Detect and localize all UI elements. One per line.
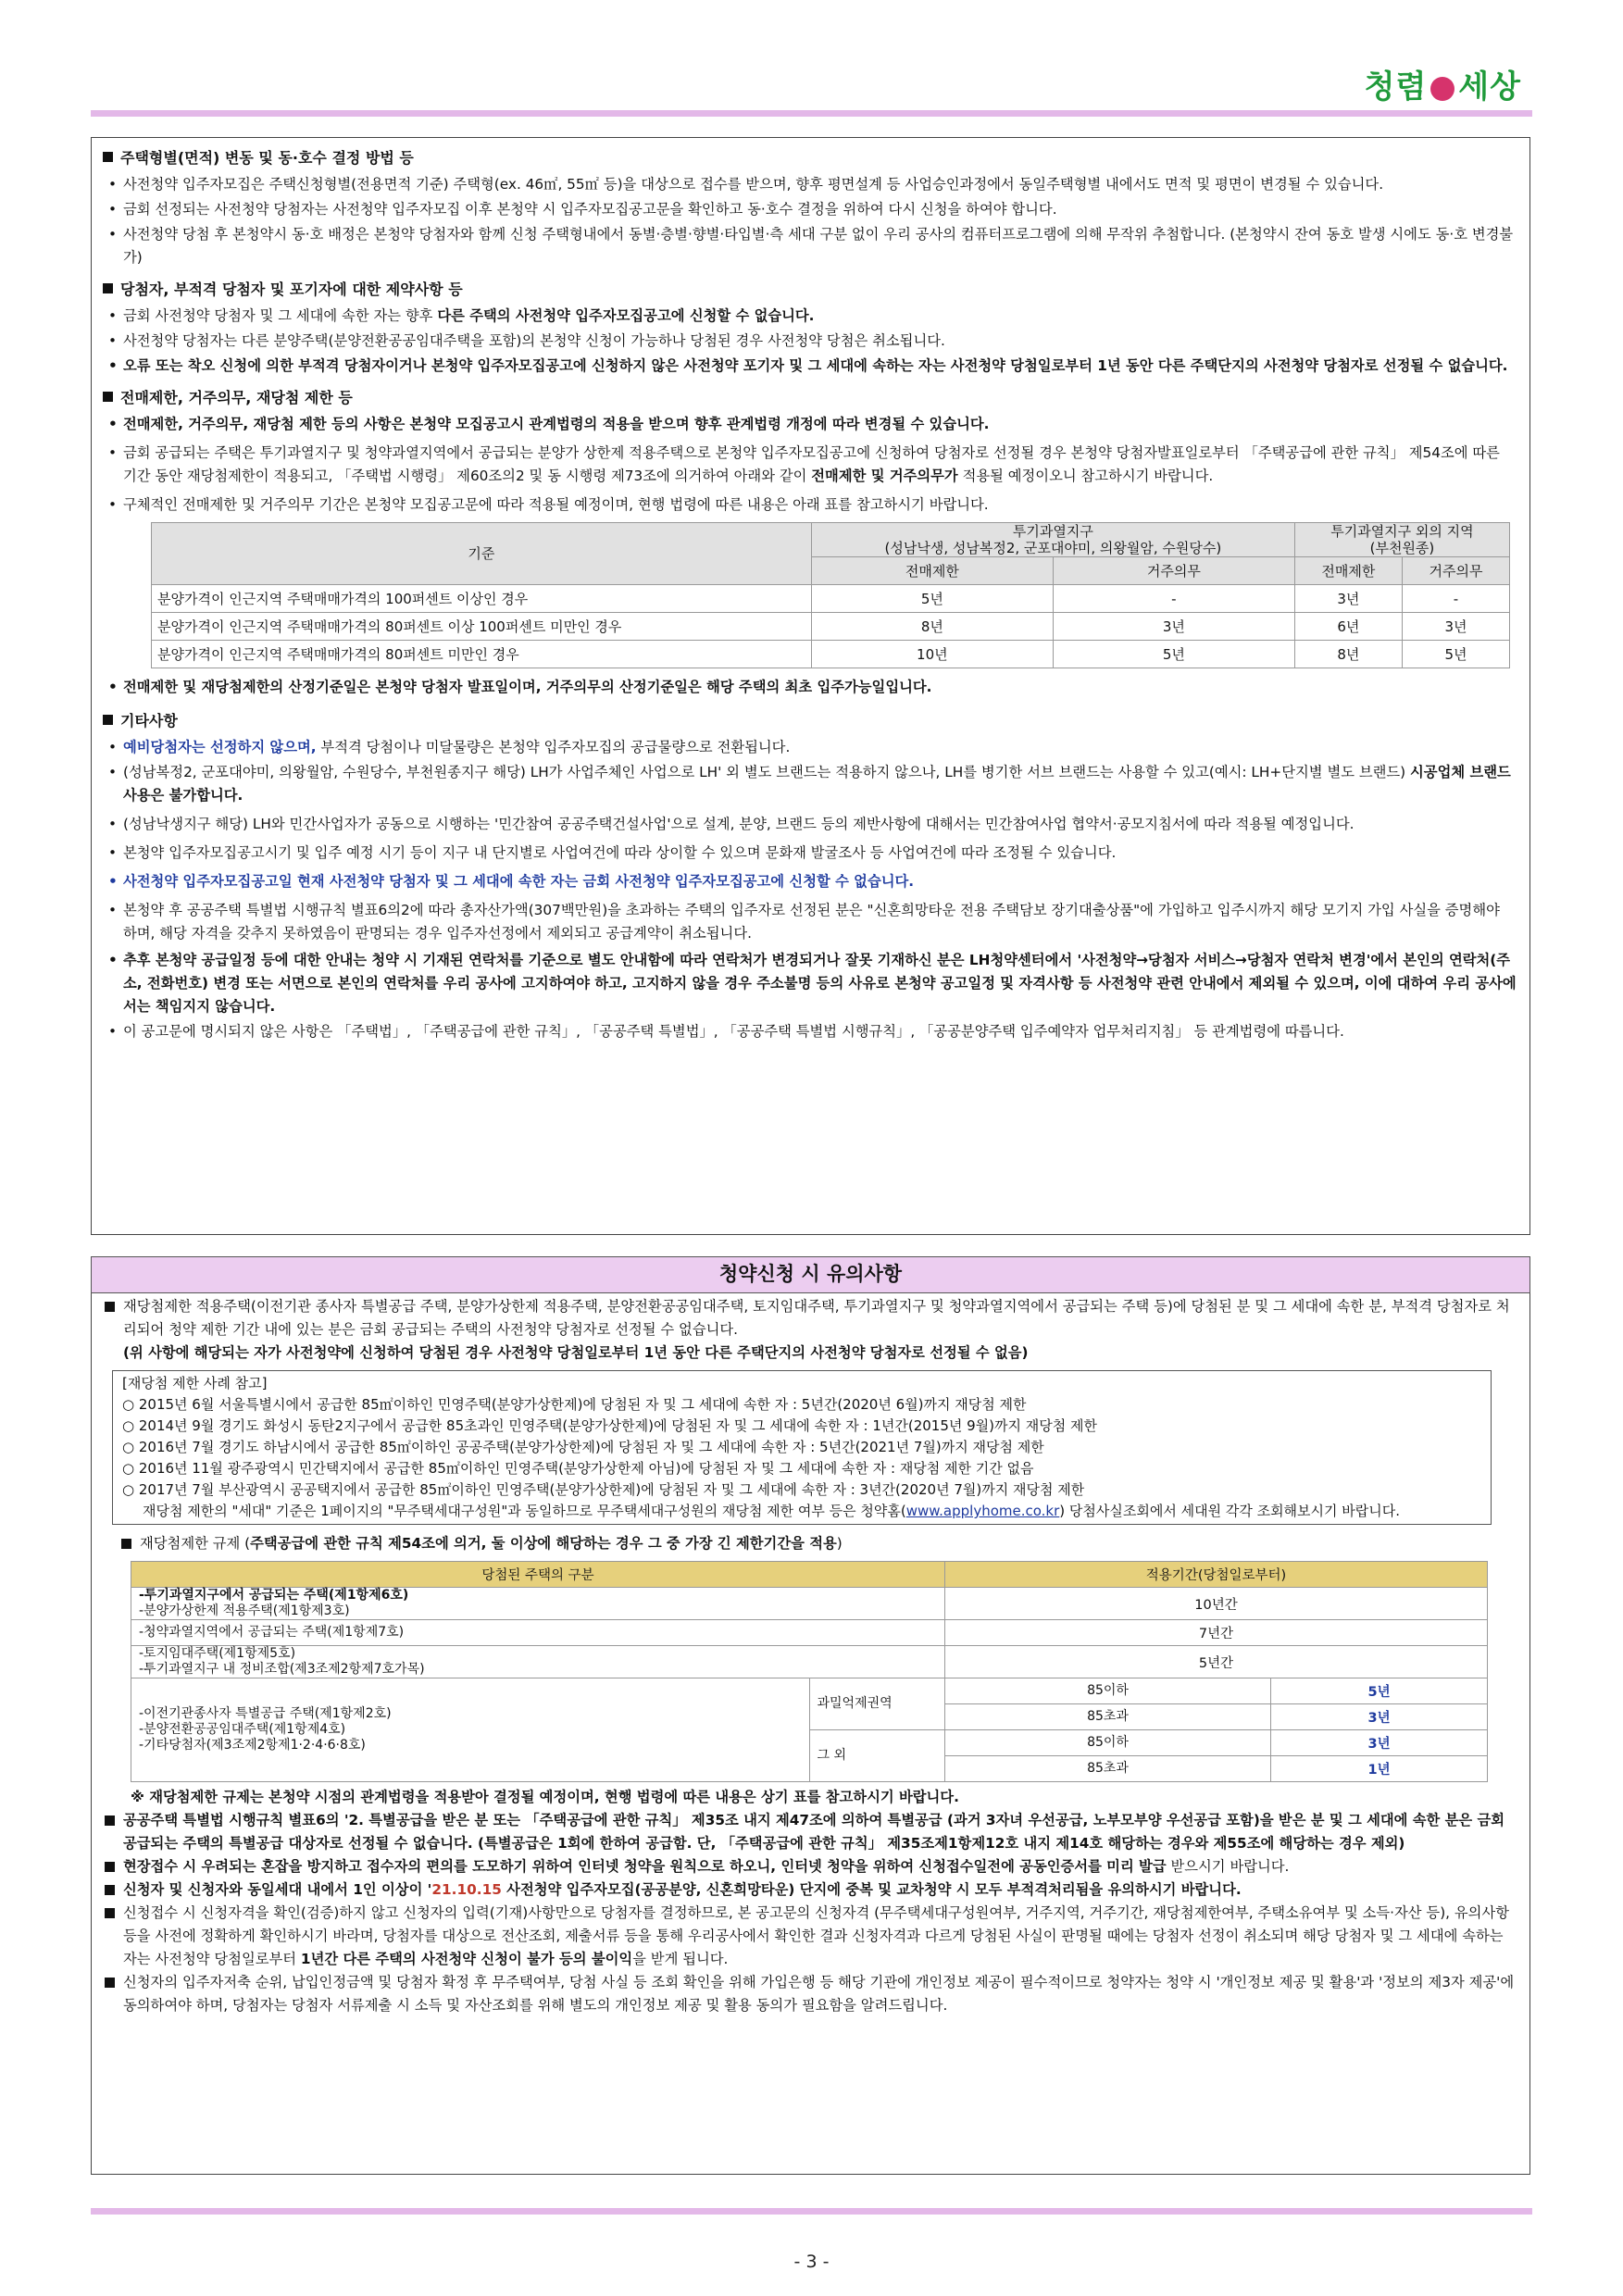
- section-heading: 당첨자, 부적격 당첨자 및 포기자에 대한 제약사항 등: [103, 279, 1517, 301]
- application-notes-box: [91, 1293, 1530, 2175]
- bullet: • 금회 선정되는 사전청약 당첨자는 사전청약 입주자모집 이후 본청약 시 입주자모집공고문을 확인하고 동·호수 결정을 위하여 다시 신청을 하여야 합니다.: [103, 198, 1517, 221]
- bullet: • 추후 본청약 공급일정 등에 대한 안내는 청약 시 기재된 연락처를 기준으로 별도 안내함에 따라 연락처가 변경되거나 잘못 기재하신 분은 LH청약센터에서 '사전청약→당첨자 서비스→당첨자 연락처 변경'에서 본인의 연락처(주소, 전화번호) 변경 또는 서면으로 본인의 연락처를 우리 공사에 고지하여야 하고, 고지하지 않을 경우 주소불명 등의 사유로 본청약 공고일정 및 자격사항 등 사전청약 관련 안내에서 제외될 수 있으며, 이에 대하여 우리 공사에서는 책임지지 않습니다.: [103, 949, 1517, 1018]
- resale-restriction-table: [151, 522, 1510, 668]
- section-heading: 기타사항: [103, 710, 1517, 732]
- table-row: -청약과열지역에서 공급되는 주택(제1항제7호) 7년간: [131, 1620, 1488, 1646]
- applyhome-link[interactable]: www.applyhome.co.kr: [905, 1503, 1060, 1519]
- table-row: 분양가격이 인근지역 주택매매가격의 80퍼센트 미만인 경우 10년 5년 8년 5년: [152, 641, 1510, 668]
- notice-item: 현장접수 시 우려되는 혼잡을 방지하고 접수자의 편의를 도모하기 위하여 인터넷 청약을 원칙으로 하오니, 인터넷 청약을 위하여 신청접수일전에 공동인증서를 미리 발급 받으시기 바랍니다.: [103, 1855, 1517, 1878]
- bullet: • 사전청약 당첨자는 다른 분양주택(분양전환공공임대주택을 포함)의 본청약 신청이 가능하나 당첨된 경우 사전청약 당첨은 취소됩니다.: [103, 330, 1517, 353]
- bullet: • 이 공고문에 명시되지 않은 사항은 「주택법」, 「주택공급에 관한 규칙」, 「공공주택 특별법」, 「공공주택 특별법 시행규칙」, 「공공분양주택 입주예약자 업무처리지침」 등 관계법령에 따릅니다.: [103, 1020, 1517, 1043]
- logo-mark-icon: [1430, 77, 1454, 101]
- section-heading: 주택형별(면적) 변동 및 동·호수 결정 방법 등: [103, 147, 1517, 169]
- bullet: • 금회 사전청약 당첨자 및 그 세대에 속한 자는 향후 다른 주택의 사전청약 입주자모집공고에 신청할 수 없습니다.: [103, 305, 1517, 328]
- section-title-bar: 청약신청 시 유의사항: [91, 1256, 1530, 1293]
- bullet: • 구체적인 전매제한 및 거주의무 기간은 본청약 모집공고문에 따라 적용될 예정이며, 현행 법령에 따른 내용은 아래 표를 참고하시기 바랍니다.: [103, 493, 1517, 517]
- header-residence: 거주의무: [1053, 557, 1294, 585]
- bullet: • 사전청약 입주자모집공고일 현재 사전청약 당첨자 및 그 세대에 속한 자는 금회 사전청약 입주자모집공고에 신청할 수 없습니다.: [103, 870, 1517, 893]
- bottom-divider: [91, 2208, 1532, 2215]
- header-resale: 전매제한: [811, 557, 1053, 585]
- bullet: • (성남복정2, 군포대야미, 의왕월암, 수원당수, 부천원종지구 해당) LH가 사업주체인 사업으로 LH' 외 별도 브랜드는 적용하지 않으나, LH를 병기한 서브 브랜드는 사용할 수 있고(예시: LH+단지별 별도 브랜드) 시공업체 브랜드 사용은 불가합니다.: [103, 761, 1517, 807]
- rewin-restriction-table: [131, 1561, 1488, 1782]
- bullet: • 사전청약 입주자모집은 주택신청형별(전용면적 기준) 주택형(ex. 46㎡, 55㎡ 등)을 대상으로 접수를 받으며, 향후 평면설계 등 사업승인과정에서 동일주택형별 내에서도 면적 및 평면이 변경될 수 있습니다.: [103, 173, 1517, 196]
- table-title: 재당첨제한 규제 (주택공급에 관한 규칙 제54조에 의거, 둘 이상에 해당하는 경우 그 중 가장 긴 제한기간을 적용): [119, 1532, 1517, 1555]
- bullet: • 예비당첨자는 선정하지 않으며, 부적격 당첨이나 미달물량은 본청약 입주자모집의 공급물량으로 전환됩니다.: [103, 736, 1517, 759]
- table-row: 85초과 3년: [131, 1704, 1488, 1730]
- bullet: • 전매제한, 거주의무, 재당첨 제한 등의 사항은 본청약 모집공고시 관계법령의 적용을 받으며 향후 관계법령 개정에 따라 변경될 수 있습니다.: [103, 413, 1517, 436]
- table-row: 85초과 1년: [131, 1756, 1488, 1782]
- notice-item: 신청접수 시 신청자격을 확인(검증)하지 않고 신청자의 입력(기재)사항만으로 당첨자를 결정하므로, 본 공고문의 신청자격 (무주택세대구성원여부, 거주지역, 거주기간, 재당첨제한여부, 주택소유여부 및 소득·자산 등), 유의사항 등을 사전에 정확하게 확인하시기 바라며, 당첨자를 대상으로 전산조회, 제출서류 등을 통해 우리공사에서 확인한 결과 신청자격과 다르게 당첨된 사실이 판명될 때에는 당첨자 선정이 취소되며 해당 당첨자 및 그 세대에 속하는 자는 사전청약 당첨일로부터 1년간 다른 주택의 사전청약 신청이 불가 등의 불이익을 받게 됩니다.: [103, 1902, 1517, 1971]
- table-row: 분양가격이 인근지역 주택매매가격의 80퍼센트 이상 100퍼센트 미만인 경우 8년 3년 6년 3년: [152, 613, 1510, 641]
- notice-item: 재당첨제한 적용주택(이전기관 종사자 특별공급 주택, 분양가상한제 적용주택, 분양전환공공임대주택, 토지임대주택, 투기과열지구 및 청약과열지역에서 공급되는 주택 등)에 당첨된 분 및 그 세대에 속한 분, 부적격 당첨자로 처리되어 청약 제한 기간 내에 있는 분은 금회 공급되는 주택의 사전청약 당첨자로 선정될 수 없습니다.: [103, 1295, 1517, 1341]
- bullet: • 오류 또는 착오 신청에 의한 부적격 당첨자이거나 본청약 입주자모집공고에 신청하지 않은 사전청약 포기자 및 그 세대에 속하는 자는 사전청약 당첨일로부터 1년 동안 다른 주택단지의 사전청약 당첨자로 선정될 수 없습니다.: [103, 355, 1517, 378]
- notice-item: 신청자 및 신청자와 동일세대 내에서 1인 이상이 '21.10.15 사전청약 입주자모집(공공분양, 신혼희망타운) 단지에 중복 및 교차청약 시 모두 부적격처리됨을 유의하시기 바랍니다.: [103, 1878, 1517, 1902]
- table-row: -토지임대주택(제1항제5호) -투기과열지구 내 정비조합(제3조제2항제7호가목) 5년간: [131, 1646, 1488, 1678]
- bullet: • (성남낙생지구 해당) LH와 민간사업자가 공동으로 시행하는 '민간참여 공공주택건설사업'으로 설계, 분양, 브랜드 등의 제반사항에 대해서는 민간참여사업 협약서·공모지침서에 따라 적용될 예정입니다.: [103, 813, 1517, 836]
- table-row: -이전기관종사자 특별공급 주택(제1항제2호) -분양전환공공임대주택(제1항제4호) -기타당첨자(제3조제2항제1·2·4·6·8호) 과밀억제권역 85이하 5년: [131, 1678, 1488, 1704]
- bullet: • 전매제한 및 재당첨제한의 산정기준일은 본청약 당첨자 발표일이며, 거주의무의 산정기준일은 해당 주택의 최초 입주가능일입니다.: [103, 676, 1517, 699]
- header-group1: 투기과열지구 (성남낙생, 성남복정2, 군포대야미, 의왕월암, 수원당수): [811, 523, 1294, 557]
- top-divider: [91, 110, 1532, 117]
- section-heading: 전매제한, 거주의무, 재당첨 제한 등: [103, 387, 1517, 409]
- table-row: 분양가격이 인근지역 주택매매가격의 100퍼센트 이상인 경우 5년 - 3년 -: [152, 585, 1510, 613]
- notice-item: 공공주택 특별법 시행규칙 별표6의 '2. 특별공급을 받은 분 또는 「주택공급에 관한 규칙」 제35조 내지 제47조에 의하여 특별공급 (과거 3자녀 우선공급, 노부모부양 우선공급 포함)을 받은 분 및 그 세대에 속한 분은 금회 공급되는 주택의 특별공급 대상자로 선정될 수 없습니다. (특별공급은 1회에 한하여 공급함. 단, 「주택공급에 관한 규칙」 제35조제1항제12호 내지 제14호 해당하는 경우와 제55조에 해당하는 경우 제외): [103, 1809, 1517, 1855]
- table-row: -투기과열지구에서 공급되는 주택(제1항제6호) -분양가상한제 적용주택(제1항제3호) 10년간: [131, 1588, 1488, 1620]
- table-note: ※ 재당첨제한 규제는 본청약 시점의 관계법령을 적용받아 결정될 예정이며, 현행 법령에 따른 내용은 상기 표를 참고하시기 바랍니다.: [131, 1789, 959, 1805]
- table-row: 그 외 85이하 3년: [131, 1730, 1488, 1756]
- brand-logo: 청렴 세상: [1364, 69, 1521, 106]
- header-resale: 전매제한: [1294, 557, 1402, 585]
- header-group2: 투기과열지구 외의 지역 (부천원종): [1294, 523, 1509, 557]
- page-number: - 3 -: [793, 2252, 830, 2272]
- notice-item: 신청자의 입주자저축 순위, 납입인정금액 및 당첨자 확정 후 무주택여부, 당첨 사실 등 조회 확인을 위해 가입은행 등 해당 기관에 개인정보 제공이 필수적이므로 청약자는 청약 시 '개인정보 제공 및 활용'과 '정보의 제3자 제공'에 동의하여야 하며, 당첨자는 당첨자 서류제출 시 소득 및 자산조회를 위해 별도의 개인정보 제공 및 활용 동의가 필요함을 알려드립니다.: [103, 1971, 1517, 2017]
- notice-note: (위 사항에 해당되는 자가 사전청약에 신청하여 당첨된 경우 사전청약 당첨일로부터 1년 동안 다른 주택단지의 사전청약 당첨자로 선정될 수 없음): [123, 1344, 1029, 1361]
- header-type: 당첨된 주택의 구분: [131, 1562, 945, 1588]
- bullet: • 본청약 입주자모집공고시기 및 입주 예정 시기 등이 지구 내 단지별로 사업여건에 따라 상이할 수 있으며 문화재 발굴조사 등 사업여건에 따라 조정될 수 있습니다.: [103, 842, 1517, 865]
- header-criteria: 기준: [152, 523, 812, 585]
- header-residence: 거주의무: [1402, 557, 1509, 585]
- bullet: • 사전청약 당첨 후 본청약시 동·호 배정은 본청약 당첨자와 함께 신청 주택형내에서 동별·층별·향별·타입별·측 세대 구분 없이 우리 공사의 컴퓨터프로그램에 의해 무작위 추첨합니다. (본청약시 잔여 동호 발생 시에도 동·호 변경불가): [103, 223, 1517, 269]
- bullet: • 본청약 후 공공주택 특별법 시행규칙 별표6의2에 따라 총자산가액(307백만원)을 초과하는 주택의 입주자로 선정된 분은 "신혼희망타운 전용 주택담보 장기대출상품"에 가입하고 입주시까지 해당 모기지 가입 사실을 증명해야 하며, 해당 자격을 갖추지 못하였음이 판명되는 경우 입주자선정에서 제외되고 공급계약이 취소됩니다.: [103, 899, 1517, 945]
- header-period: 적용기간(당첨일로부터): [945, 1562, 1488, 1588]
- notice-box: [91, 137, 1530, 1235]
- rewin-case-box: [재당첨 제한 사례 참고] ○ 2015년 6월 서울특별시에서 공급한 85㎡이하인 민영주택(분양가상한제)에 당첨된 자 및 그 세대에 속한 자 : 5년간(2020년 6월)까지 재당첨 제한 ○ 2014년 9월 경기도 화성시 동탄2지구에서 공급한 85초과인 민영주택(분양가상한제)에 당첨된 자 및 그 세대에 속한 자 : 1년간(2015년 9월)까지 재당첨 제한 ○ 2016년 7월 경기도 하남시에서 공급한 85㎡이하인 공공주택(분양가상한제)에 당첨된 자 및 그 세대에 속한 자 : 5년간(2021년 7월)까지 재당첨 제한 ○ 2016년 11월 광주광역시 민간택지에서 공급한 85㎡이하인 민영주택(분양가상한제 아님)에 당첨된 자 및 그 세대에 속한 자 : 재당첨 제한 기간 없음 ○ 2017년 7월 부산광역시 공공택지에서 공급한 85㎡이하인 민영주택(분양가상한제)에 당첨된 자 및 그 세대에 속한 자 : 3년간(2020년 7월)까지 재당첨 제한 재당첨 제한의 "세대" 기준은 1페이지의 "무주택세대구성원"과 동일하므로 무주택세대구성원의 재당첨 제한 여부 등은 청약홈(www.applyhome.co.kr) 당첨사실조회에서 세대원 각각 조회해보시기 바랍니다.: [112, 1370, 1492, 1525]
- bullet: • 금회 공급되는 주택은 투기과열지구 및 청약과열지역에서 공급되는 분양가 상한제 적용주택으로 본청약 입주자모집공고에 신청하여 당첨자로 선정될 경우 본청약 당첨자발표일로부터 「주택공급에 관한 규칙」 제54조에 따른 기간 동안 재당첨제한이 적용되고, 「주택법 시행령」 제60조의2 및 동 시행령 제73조에 의거하여 아래와 같이 전매제한 및 거주의무가 적용될 예정이오니 참고하시기 바랍니다.: [103, 442, 1517, 488]
